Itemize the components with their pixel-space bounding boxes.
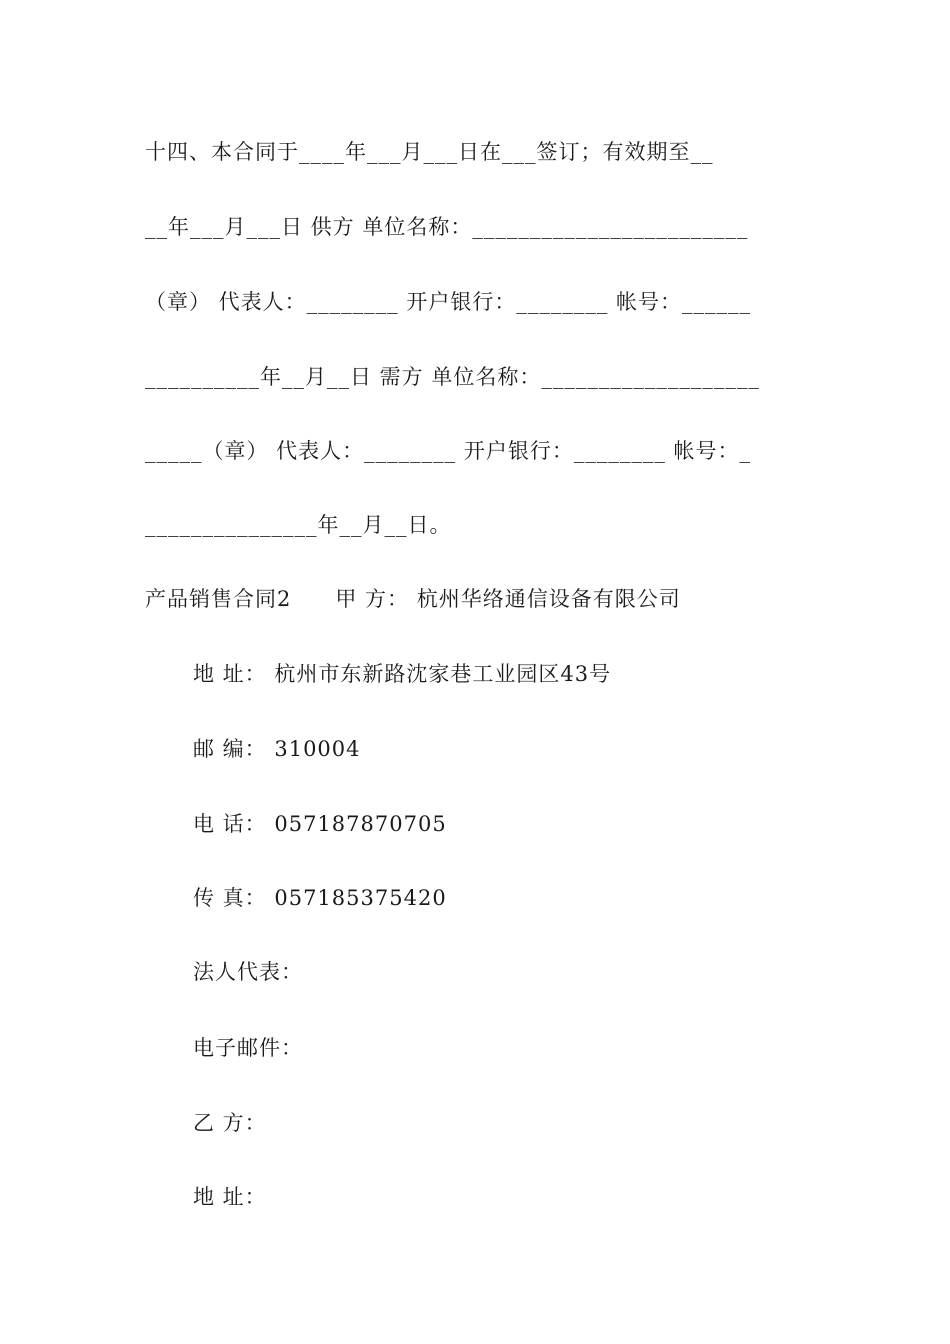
party-b-label: 乙 方：	[193, 1111, 267, 1135]
contract-2-heading-party-a: 产品销售合同2 甲 方： 杭州华络通信设备有限公司	[145, 587, 681, 611]
contract-clause-14-line: 十四、本合同于____年___月___日在___签订；有效期至__	[145, 140, 714, 164]
buyer-date-line: _______________年__月__日。	[145, 513, 452, 537]
party-a-address: 地 址： 杭州市东新路沈家巷工业园区43号	[193, 662, 612, 686]
party-a-phone: 电 话： 057187870705	[193, 812, 447, 836]
buyer-signature-line: __________年__月__日 需方 单位名称：___________________	[145, 365, 760, 389]
buyer-seal-representative-line: _____（章） 代表人：________ 开户银行：________ 帐号：_	[145, 439, 752, 463]
party-a-email: 电子邮件：	[193, 1036, 303, 1060]
supplier-signature-line: __年___月___日 供方 单位名称：________________________	[145, 215, 749, 239]
party-b-address: 地 址：	[193, 1185, 267, 1209]
supplier-seal-representative-line: （章） 代表人：________ 开户银行：________ 帐号：______	[145, 290, 752, 314]
party-a-postcode: 邮 编： 310004	[193, 737, 361, 761]
party-a-legal-representative: 法人代表：	[193, 960, 303, 984]
party-a-fax: 传 真： 057185375420	[193, 886, 447, 910]
